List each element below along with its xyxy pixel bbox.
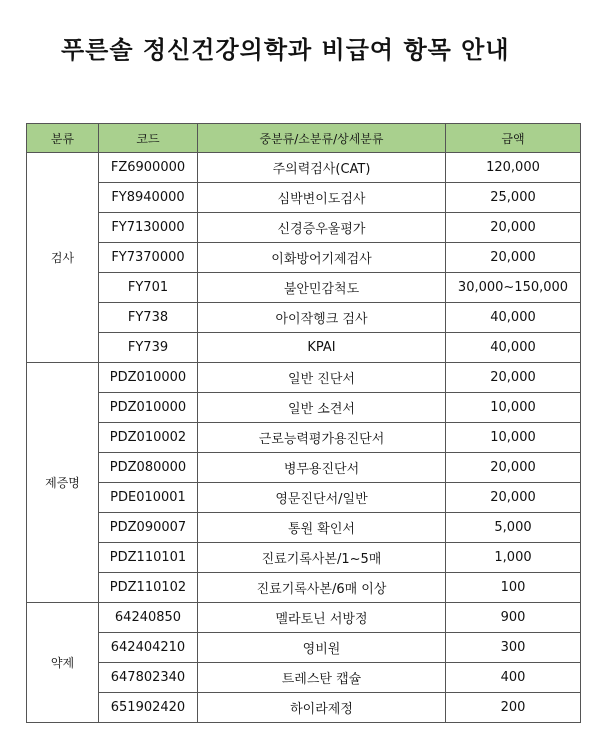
header-amount: 금액	[446, 124, 581, 153]
table-row	[27, 693, 581, 723]
amount-cell: 40,000	[446, 303, 581, 333]
name-cell: 일반 소견서	[198, 393, 446, 423]
name-cell: 하이라제정	[198, 693, 446, 723]
table-row	[27, 423, 581, 453]
table-row	[27, 543, 581, 573]
code-cell: FY8940000	[99, 183, 198, 213]
code-cell: PDZ110102	[99, 573, 198, 603]
category-cell: 약제	[27, 603, 99, 723]
amount-cell: 20,000	[446, 213, 581, 243]
amount-cell: 5,000	[446, 513, 581, 543]
name-cell: 신경증우울평가	[198, 213, 446, 243]
table-header-row	[27, 124, 581, 153]
name-cell: KPAI	[198, 333, 446, 363]
name-cell: 진료기록사본/1~5매	[198, 543, 446, 573]
name-cell: 아이작헹크 검사	[198, 303, 446, 333]
table-row	[27, 453, 581, 483]
amount-cell: 900	[446, 603, 581, 633]
table-row	[27, 393, 581, 423]
code-cell: FY7130000	[99, 213, 198, 243]
table-row	[27, 303, 581, 333]
amount-cell: 20,000	[446, 483, 581, 513]
header-code: 코드	[99, 124, 198, 153]
table-row	[27, 213, 581, 243]
category-cell: 검사	[27, 153, 99, 363]
code-cell: 642404210	[99, 633, 198, 663]
header-category: 분류	[27, 124, 99, 153]
amount-cell: 300	[446, 633, 581, 663]
amount-cell: 10,000	[446, 423, 581, 453]
table-row	[27, 153, 581, 183]
code-cell: FY701	[99, 273, 198, 303]
table-row	[27, 603, 581, 633]
code-cell: 647802340	[99, 663, 198, 693]
amount-cell: 120,000	[446, 153, 581, 183]
fee-table	[26, 123, 581, 723]
name-cell: 주의력검사(CAT)	[198, 153, 446, 183]
code-cell: PDZ110101	[99, 543, 198, 573]
page-title: 푸른솔 정신건강의학과 비급여 항목 안내	[61, 36, 510, 64]
name-cell: 이화방어기제검사	[198, 243, 446, 273]
name-cell: 근로능력평가용진단서	[198, 423, 446, 453]
code-cell: FY738	[99, 303, 198, 333]
name-cell: 영문진단서/일반	[198, 483, 446, 513]
name-cell: 불안민감척도	[198, 273, 446, 303]
table-row	[27, 483, 581, 513]
name-cell: 통원 확인서	[198, 513, 446, 543]
amount-cell: 100	[446, 573, 581, 603]
code-cell: FY7370000	[99, 243, 198, 273]
table-row	[27, 363, 581, 393]
amount-cell: 25,000	[446, 183, 581, 213]
table-row	[27, 273, 581, 303]
amount-cell: 30,000~150,000	[446, 273, 581, 303]
code-cell: PDZ080000	[99, 453, 198, 483]
code-cell: 64240850	[99, 603, 198, 633]
name-cell: 영비원	[198, 633, 446, 663]
amount-cell: 10,000	[446, 393, 581, 423]
amount-cell: 20,000	[446, 243, 581, 273]
name-cell: 멜라토닌 서방정	[198, 603, 446, 633]
name-cell: 트레스탄 캡슐	[198, 663, 446, 693]
category-cell: 제증명	[27, 363, 99, 603]
code-cell: PDE010001	[99, 483, 198, 513]
amount-cell: 400	[446, 663, 581, 693]
table-row	[27, 573, 581, 603]
amount-cell: 1,000	[446, 543, 581, 573]
amount-cell: 20,000	[446, 363, 581, 393]
code-cell: FY739	[99, 333, 198, 363]
code-cell: PDZ090007	[99, 513, 198, 543]
table-row	[27, 333, 581, 363]
name-cell: 일반 진단서	[198, 363, 446, 393]
table-row	[27, 243, 581, 273]
table-row	[27, 663, 581, 693]
amount-cell: 20,000	[446, 453, 581, 483]
name-cell: 병무용진단서	[198, 453, 446, 483]
code-cell: PDZ010000	[99, 393, 198, 423]
amount-cell: 200	[446, 693, 581, 723]
name-cell: 심박변이도검사	[198, 183, 446, 213]
table-row	[27, 513, 581, 543]
header-name: 중분류/소분류/상세분류	[198, 124, 446, 153]
code-cell: PDZ010000	[99, 363, 198, 393]
amount-cell: 40,000	[446, 333, 581, 363]
table-row	[27, 633, 581, 663]
name-cell: 진료기록사본/6매 이상	[198, 573, 446, 603]
table-row	[27, 183, 581, 213]
code-cell: FZ6900000	[99, 153, 198, 183]
code-cell: PDZ010002	[99, 423, 198, 453]
code-cell: 651902420	[99, 693, 198, 723]
